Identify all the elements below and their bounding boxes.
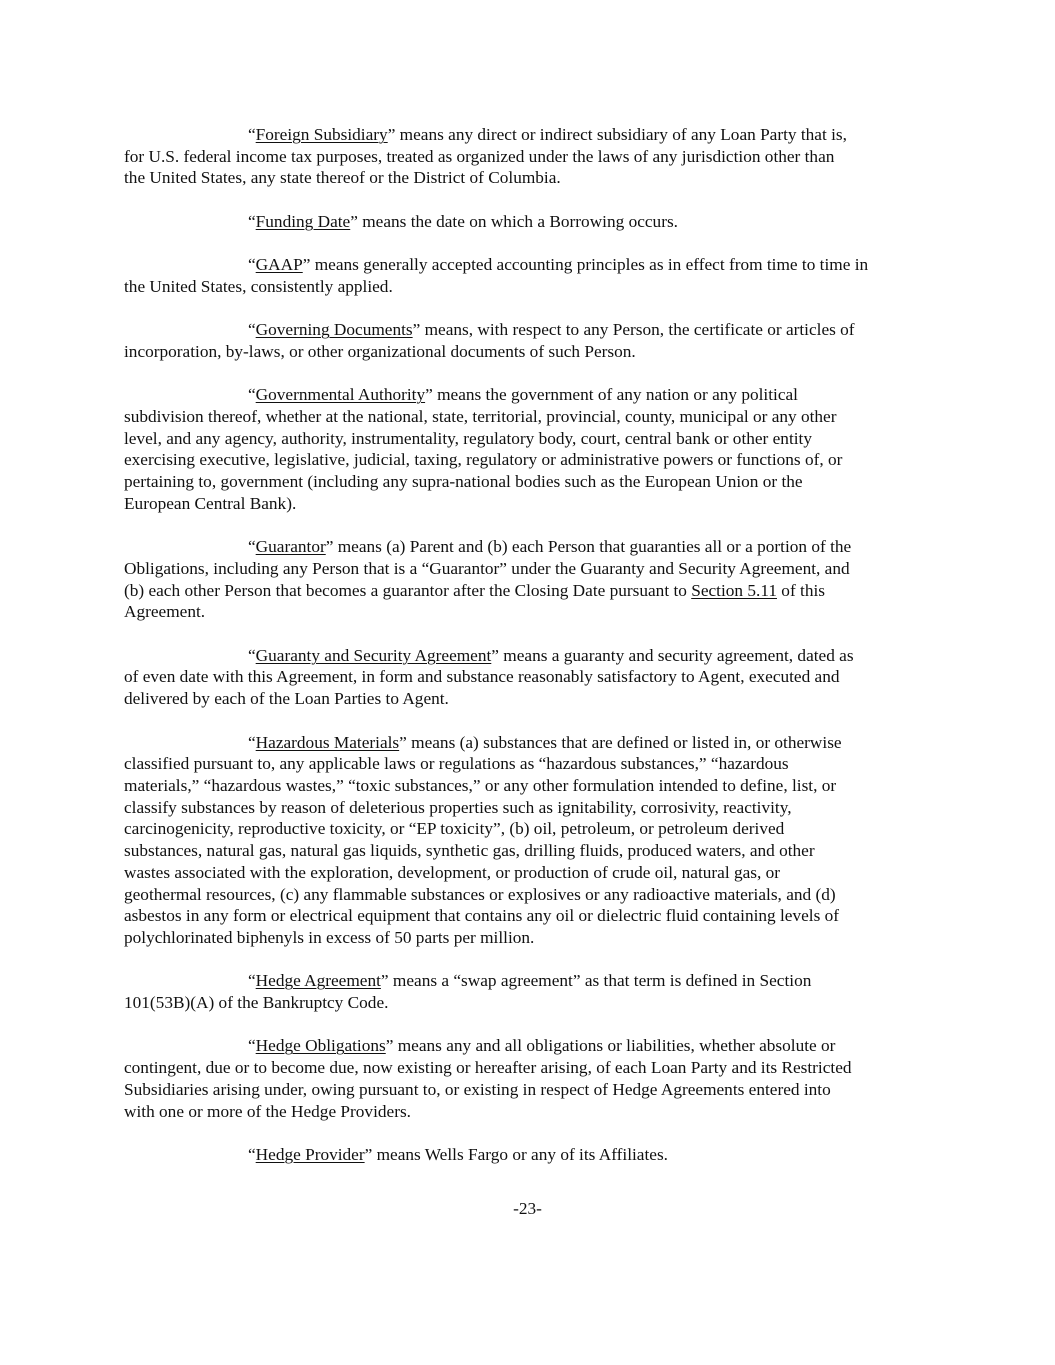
definition-gaap	[124, 254, 944, 297]
text-segment: delivered by each of the Loan Parties to Agent.	[124, 689, 449, 709]
defined-term: Governing Documents	[255, 320, 413, 340]
definition-funding-date	[124, 211, 944, 233]
text-segment: (b) each other Person that becomes a guarantor after the Closing Date pursuant to	[124, 580, 692, 600]
text-line	[124, 1079, 944, 1101]
text-line	[124, 732, 944, 754]
text-segment: European Central Bank).	[124, 493, 297, 513]
defined-term: Guarantor	[255, 537, 326, 557]
text-segment: ” means the date on which a Borrowing occurs.	[350, 211, 678, 231]
text-line	[124, 927, 944, 949]
defined-term: Hedge Obligations	[255, 1036, 386, 1056]
text-segment: carcinogenicity, reproductive toxicity, or “EP toxicity”, (b) oil, petroleum, or petroleum derived	[124, 819, 785, 839]
text-line	[124, 428, 944, 450]
text-line	[124, 884, 944, 906]
text-segment: 101(53B)(A) of the Bankruptcy Code.	[124, 993, 389, 1012]
text-segment: wastes associated with the exploration, development, or production of crude oil, natural gas, or	[124, 862, 781, 882]
text-segment: ” means Wells Fargo or any of its Affiliates.	[364, 1144, 668, 1164]
text-segment: pertaining to, government (including any supra-national bodies such as the European Union or the	[124, 472, 803, 492]
text-segment: subdivision thereof, whether at the national, state, territorial, provincial, county, municipal or any other	[124, 407, 837, 427]
text-line	[124, 211, 944, 233]
text-segment: ” means a guaranty and security agreement, dated as	[491, 645, 854, 665]
defined-term: Hazardous Materials	[255, 732, 400, 752]
definition-guarantor	[124, 536, 944, 623]
text-line	[124, 449, 944, 471]
text-line	[124, 645, 944, 667]
document-body	[124, 124, 944, 1187]
text-segment: “	[248, 211, 256, 231]
defined-term: Funding Date	[255, 211, 351, 231]
definition-governing-documents	[124, 319, 944, 362]
text-segment: “	[248, 1144, 256, 1164]
defined-term: Hedge Agreement	[255, 971, 381, 991]
text-line	[124, 558, 944, 580]
text-line	[124, 1144, 944, 1166]
text-line	[124, 384, 944, 406]
text-segment: contingent, due or to become due, now existing or hereafter arising, of each Loan Party and its Restricted	[124, 1058, 852, 1078]
text-segment: classified pursuant to, any applicable laws or regulations as “hazardous substances,” “hazardous	[124, 754, 789, 774]
text-segment: with one or more of the Hedge Providers.	[124, 1101, 411, 1121]
text-segment: “	[248, 320, 256, 340]
text-segment: ” means, with respect to any Person, the certificate or articles of	[412, 320, 855, 340]
text-line	[124, 905, 944, 927]
text-line	[124, 146, 944, 168]
text-segment: “	[248, 732, 256, 752]
text-segment: materials,” “hazardous wastes,” “toxic substances,” or any other formulation intended to define, list, or	[124, 775, 837, 795]
defined-term: Section 5.11	[691, 580, 777, 600]
text-line	[124, 797, 944, 819]
text-segment: “	[248, 125, 256, 144]
text-line	[124, 319, 944, 341]
text-segment: Obligations, including any Person that is a “Guarantor” under the Guaranty and Security Agreement, and	[124, 558, 850, 578]
text-line	[124, 254, 944, 276]
text-segment: ” means the government of any nation or any political	[425, 385, 798, 405]
text-line	[124, 970, 944, 992]
text-line	[124, 167, 944, 189]
text-segment: Subsidiaries arising under, owing pursuant to, or existing in respect of Hedge Agreements entered into	[124, 1079, 831, 1099]
text-line	[124, 666, 944, 688]
text-line	[124, 1035, 944, 1057]
definition-governmental-authority	[124, 384, 944, 514]
text-line	[124, 471, 944, 493]
text-segment: the United States, any state thereof or the District of Columbia.	[124, 168, 561, 188]
text-segment: “	[248, 255, 256, 275]
text-segment: ” means generally accepted accounting principles as in effect from time to time in	[302, 255, 869, 275]
text-line	[124, 341, 944, 363]
text-segment: “	[248, 1036, 256, 1056]
text-segment: ” means any direct or indirect subsidiary of any Loan Party that is,	[387, 125, 847, 144]
text-line	[124, 775, 944, 797]
text-line	[124, 601, 944, 623]
definition-hazardous-materials	[124, 732, 944, 949]
definition-hedge-provider	[124, 1144, 944, 1166]
defined-term: GAAP	[255, 255, 303, 275]
text-segment: “	[248, 645, 256, 665]
text-segment: ” means a “swap agreement” as that term is defined in Section	[380, 971, 812, 991]
text-line	[124, 536, 944, 558]
text-line	[124, 580, 944, 602]
text-segment: the United States, consistently applied.	[124, 276, 393, 296]
text-segment: level, and any agency, authority, instrumentality, regulatory body, court, central bank or other entity	[124, 428, 812, 448]
definition-guaranty-and-security-agreement	[124, 645, 944, 710]
text-segment: “	[248, 385, 256, 405]
text-line	[124, 1057, 944, 1079]
text-segment: of this	[776, 580, 825, 600]
text-segment: asbestos in any form or electrical equipment that contains any oil or dielectric fluid containing levels of	[124, 906, 840, 926]
text-segment: substances, natural gas, natural gas liquids, synthetic gas, drilling fluids, produced waters, and other	[124, 841, 815, 861]
text-segment: “	[248, 971, 256, 991]
text-segment: Agreement.	[124, 602, 206, 622]
text-line	[124, 862, 944, 884]
defined-term: Guaranty and Security Agreement	[255, 645, 492, 665]
text-segment: of even date with this Agreement, in form and substance reasonably satisfactory to Agent, executed and	[124, 667, 840, 687]
text-line	[124, 493, 944, 515]
text-segment: ” means (a) Parent and (b) each Person that guaranties all or a portion of the	[325, 537, 852, 557]
text-line	[124, 124, 944, 146]
text-line	[124, 992, 944, 1014]
text-line	[124, 840, 944, 862]
definition-hedge-agreement	[124, 970, 944, 1013]
text-segment: “	[248, 537, 256, 557]
text-segment: ” means (a) substances that are defined or listed in, or otherwise	[399, 732, 842, 752]
text-segment: for U.S. federal income tax purposes, treated as organized under the laws of any jurisdiction other than	[124, 146, 835, 166]
text-line	[124, 818, 944, 840]
defined-term: Hedge Provider	[255, 1144, 365, 1164]
text-segment: exercising executive, legislative, judicial, taxing, regulatory or administrative powers or functions of, or	[124, 450, 843, 470]
text-segment: incorporation, by-laws, or other organizational documents of such Person.	[124, 341, 636, 361]
text-line	[124, 406, 944, 428]
defined-term: Governmental Authority	[255, 385, 426, 405]
text-line	[124, 276, 944, 298]
text-segment: geothermal resources, (c) any flammable substances or explosives or any radioactive materials, and (d)	[124, 884, 836, 904]
text-segment: polychlorinated biphenyls in excess of 50 parts per million.	[124, 927, 535, 947]
defined-term: Foreign Subsidiary	[255, 125, 388, 144]
text-segment: classify substances by reason of deleterious properties such as ignitability, corrosivity, reactivity,	[124, 797, 792, 817]
text-line	[124, 1101, 944, 1123]
definition-foreign-subsidiary	[124, 124, 944, 189]
definition-hedge-obligations	[124, 1035, 944, 1122]
text-segment: ” means any and all obligations or liabilities, whether absolute or	[385, 1036, 836, 1056]
page-number: -23-	[513, 1199, 542, 1218]
text-line	[124, 753, 944, 775]
text-line	[124, 688, 944, 710]
